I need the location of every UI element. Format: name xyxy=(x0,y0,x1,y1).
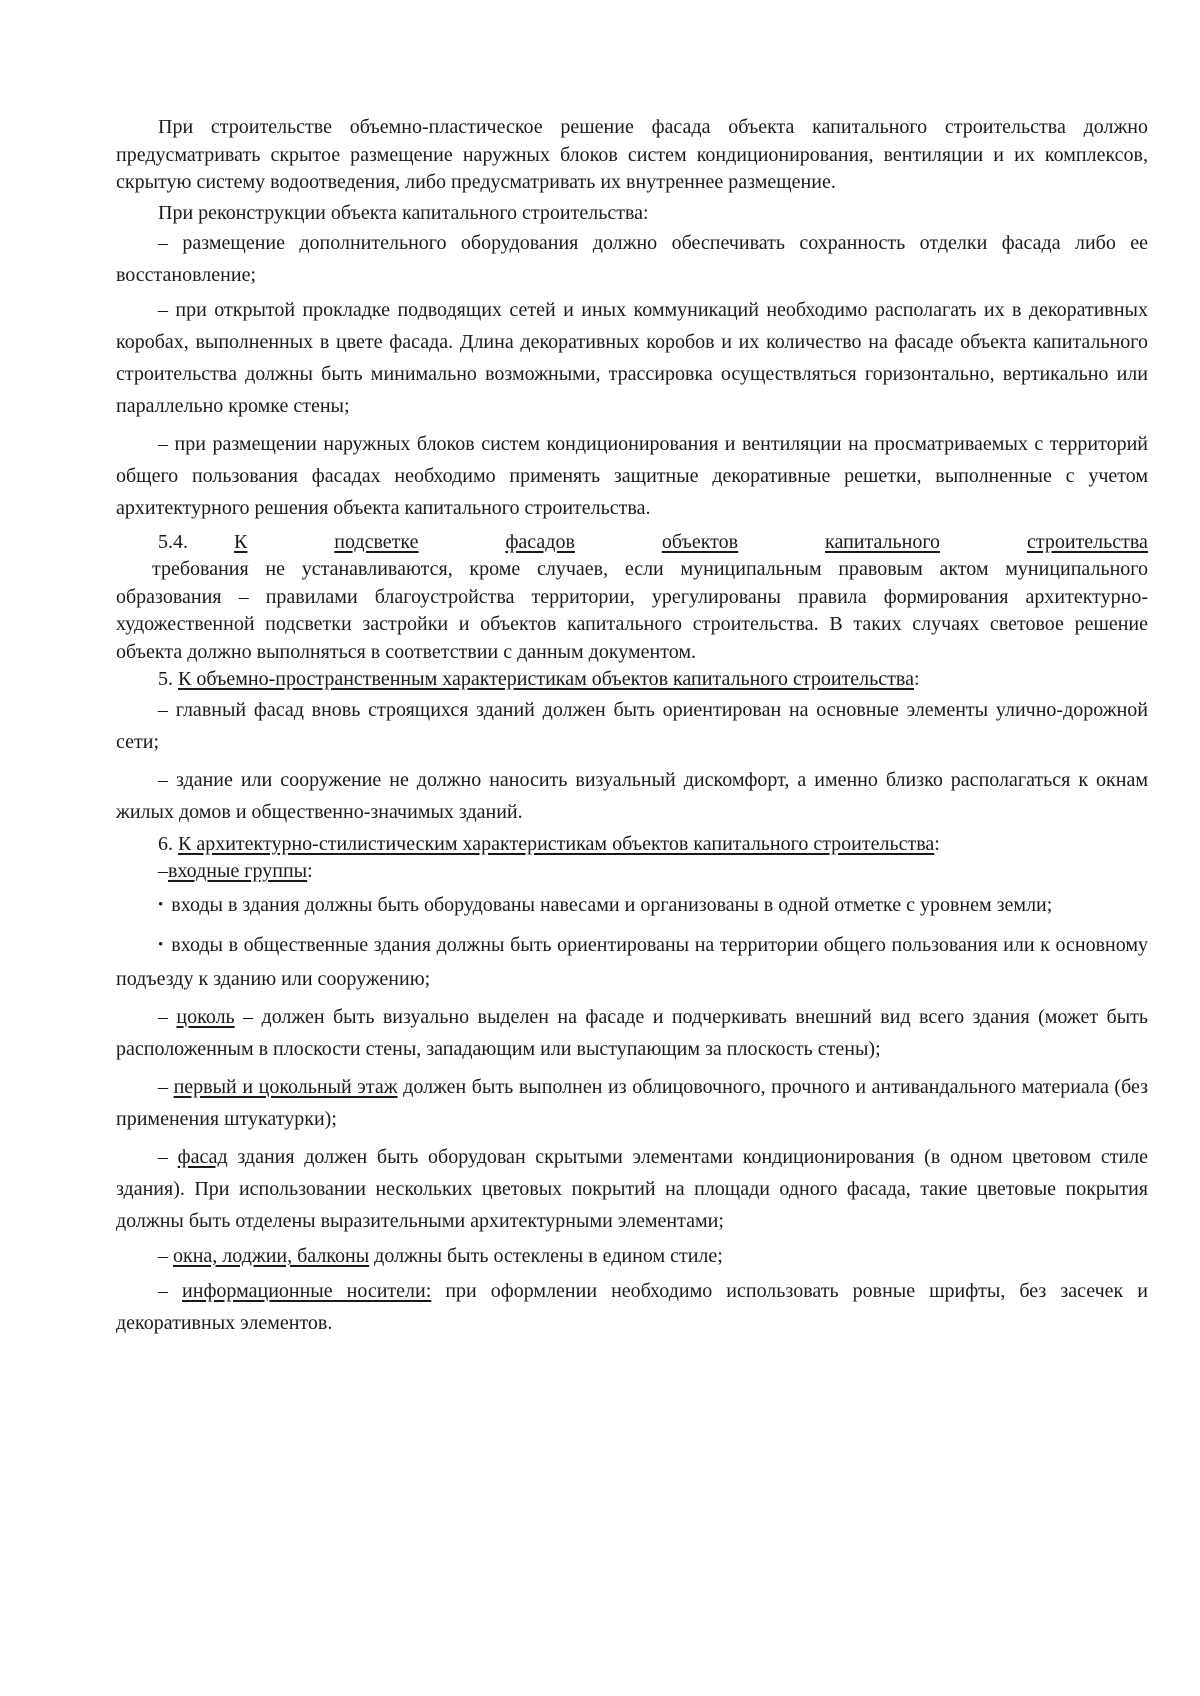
dash: – xyxy=(158,1145,178,1168)
dash: – xyxy=(158,1244,173,1267)
list-item-entrances-public xyxy=(116,929,1148,995)
colon: : xyxy=(913,668,920,690)
windows-label: окна, лоджии, балконы xyxy=(173,1244,370,1267)
bullet-icon: • xyxy=(158,896,164,913)
entry-groups-heading xyxy=(116,858,1148,886)
dash: – xyxy=(158,1005,177,1028)
paragraph-construction: При строительстве объемно-пластическое решение фасада объекта капитального строительства должно предусматривать скрытое размещение наружных блоков систем кондиционирования, вентиляции и их комплексов, скрытую систему водоотведения, либо предусматривать их внутреннее размещение. xyxy=(116,116,1148,193)
colon: : xyxy=(934,832,940,855)
title-word: капитального xyxy=(825,531,941,553)
dash: – xyxy=(158,1075,174,1098)
paragraph-text: здания должен быть оборудован скрытыми элементами кондиционирования (в одном цветовом стиле здания). При использовании нескольких цветовых покрытий на площади одного фасада, такие цветовые покрытия должны быть отделены выразительными архитектурными элементами; xyxy=(116,1145,1148,1232)
section-number: 5. xyxy=(158,668,178,690)
paragraph-plinth xyxy=(116,1001,1148,1065)
dash: – xyxy=(158,1279,183,1302)
title-word: К xyxy=(234,531,248,553)
list-item-text: входы в здания должны быть оборудованы навесами и организованы в одной отметке с уровнем земли; xyxy=(171,893,1053,916)
section-6-heading xyxy=(116,831,1148,859)
section-number: 5.4. xyxy=(158,531,188,553)
bullet-icon: • xyxy=(158,936,164,953)
paragraph-information-carriers xyxy=(116,1275,1148,1339)
colon: : xyxy=(307,860,313,882)
section-6-title: К архитектурно-стилистическим характеристикам объектов капитального строительства xyxy=(178,832,935,855)
ground-floor-label: первый и цокольный этаж xyxy=(173,1075,398,1098)
paragraph-visual-discomfort: – здание или сооружение не должно наносить визуальный дискомфорт, а именно близко располагаться к окнам жилых домов и общественно-значимых зданий. xyxy=(116,768,1148,823)
paragraph-ac-units: – при размещении наружных блоков систем кондиционирования и вентиляции на просматриваемых с территорий общего пользования фасадах необходимо применять защитные декоративные решетки, выполненные с учетом архитектурного решения объекта капитального строительства. xyxy=(116,433,1148,519)
paragraph-text: должны быть остеклены в едином стиле; xyxy=(369,1244,723,1267)
paragraph-reconstruction-intro: При реконструкции объекта капитального строительства: xyxy=(158,201,649,224)
paragraph-facade-lighting: требования не устанавливаются, кроме случаев, если муниципальным правовым актом муниципального образования – правилами благоустройства территории, урегулированы правила формирования архитектурно-художественной подсветки застройки и объектов капитального строительства. В таких случаях световое решение объекта должно выполняться в соответствии с данным документом. xyxy=(116,558,1148,663)
paragraph-main-facade: – главный фасад вновь строящихся зданий должен быть ориентирован на основные элементы улично-дорожной сети; xyxy=(116,698,1148,753)
title-word: объектов xyxy=(661,531,739,553)
entry-groups-label: входные группы xyxy=(168,860,308,882)
section-5-4-heading xyxy=(116,528,1148,556)
list-item-text: входы в общественные здания должны быть ориентированы на территории общего пользования или к основному подъезду к зданию или сооружению; xyxy=(116,933,1148,990)
paragraph-text: должен быть выполнен из облицовочного, прочного и антивандального материала (без применения штукатурки); xyxy=(116,1075,1149,1130)
section-number: 6. xyxy=(158,832,178,855)
plinth-label: цоколь xyxy=(176,1005,235,1028)
title-word: фасадов xyxy=(505,531,575,553)
title-word: подсветке xyxy=(334,531,419,553)
information-carriers-label: информационные носители: xyxy=(182,1279,432,1302)
dash: – xyxy=(158,860,168,882)
paragraph-equipment-placement: – размещение дополнительного оборудования должно обеспечивать сохранность отделки фасада либо ее восстановление; xyxy=(116,232,1148,286)
paragraph-facade xyxy=(116,1141,1148,1237)
section-5-heading xyxy=(116,666,1148,694)
facade-label: фасад xyxy=(177,1145,228,1168)
section-5-title: К объемно-пространственным характеристикам объектов капитального строительства xyxy=(178,668,914,690)
paragraph-ground-floor xyxy=(116,1071,1148,1135)
paragraph-utility-networks: – при открытой прокладке подводящих сетей и иных коммуникаций необходимо располагать их в декоративных коробах, выполненных в цвете фасада. Длина декоративных коробов и их количество на фасаде объекта капитального строительства должны быть минимально возможными, трассировка осуществляться горизонтально, вертикально или параллельно кромке стены; xyxy=(116,299,1148,417)
paragraph-windows xyxy=(116,1240,1148,1272)
paragraph-text: при оформлении необходимо использовать ровные шрифты, без засечек и декоративных элементов. xyxy=(116,1279,1149,1334)
list-item-entrances-canopy xyxy=(116,889,1148,923)
paragraph-text: – должен быть визуально выделен на фасаде и подчеркивать внешний вид всего здания (может быть расположенным в плоскости стены, западающим или выступающим за плоскость стены); xyxy=(116,1005,1148,1060)
section-5-4-title xyxy=(234,528,1148,556)
title-word: строительства xyxy=(1026,531,1148,553)
